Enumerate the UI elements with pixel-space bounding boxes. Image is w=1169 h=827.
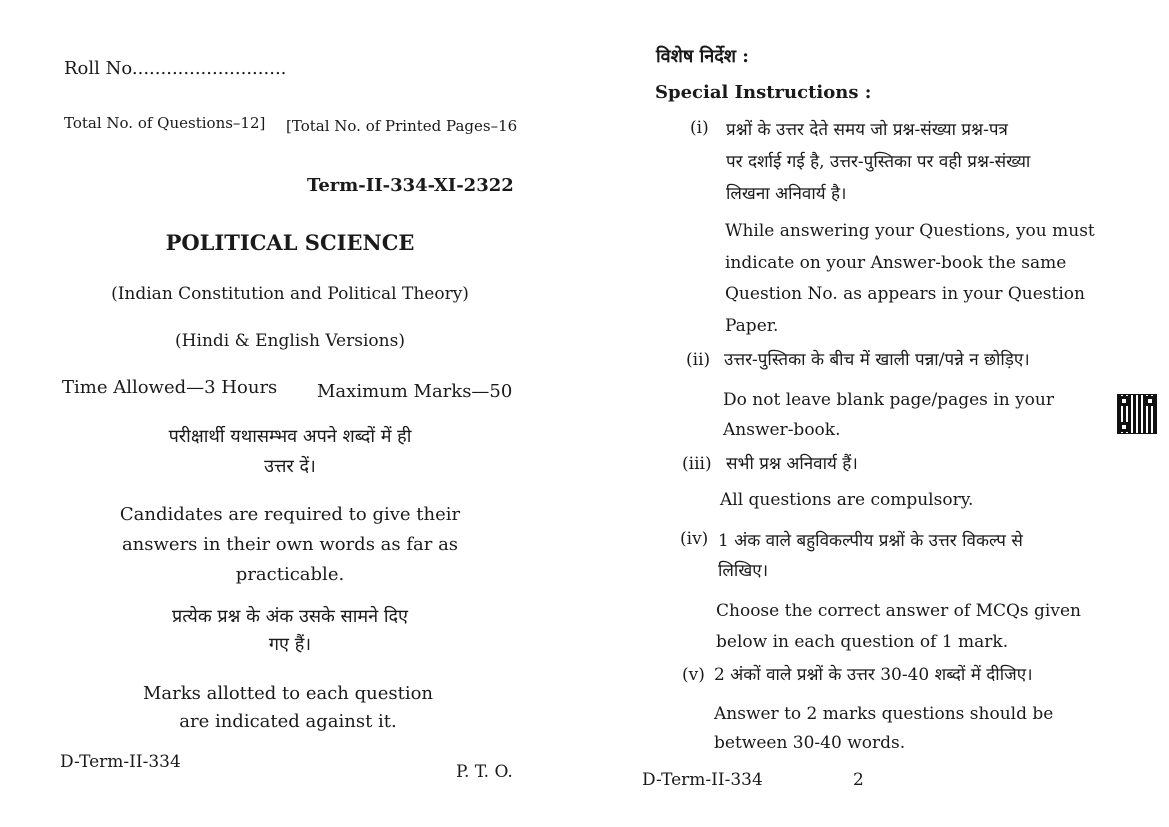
subtitle-text: (Indian Constitution and Political Theory) <box>111 284 469 304</box>
english-instruction-2-line: are indicated against it. <box>179 711 397 732</box>
instruction-english-line: Answer to 2 marks questions should be <box>714 704 1054 724</box>
paper-code: Term-II-334-XI-2322 <box>307 175 514 196</box>
instruction-english-line: Answer-book. <box>723 420 841 440</box>
hindi-instruction-2-line: गए हैं। <box>268 634 312 655</box>
instruction-hindi-line: उत्तर-पुस्तिका के बीच में खाली पन्ना/पन्ने न छोड़िए। <box>724 350 1030 370</box>
instruction-number: (iv) <box>680 529 709 549</box>
instruction-english-line: Choose the correct answer of MCQs given <box>716 601 1081 621</box>
instruction-english-line: While answering your Questions, you must <box>725 221 1095 241</box>
left-page <box>0 0 580 827</box>
instruction-english <box>714 700 1053 758</box>
total-pages: [Total No. of Printed Pages–16 <box>286 117 518 135</box>
english-instruction-2 <box>68 680 508 736</box>
instruction-hindi-line: लिखना अनिवार्य है। <box>726 184 847 204</box>
instruction-english <box>725 216 1095 342</box>
instruction-hindi <box>726 451 858 474</box>
english-instruction-1 <box>70 500 510 590</box>
instruction-english-line: All questions are compulsory. <box>720 490 974 510</box>
instruction-english <box>716 596 1081 658</box>
footer-code: D-Term-II-334 <box>642 770 763 790</box>
instruction-english-line: between 30-40 words. <box>714 733 906 753</box>
pto: P. T. O. <box>456 762 513 782</box>
instruction-hindi-line: प्रश्नों के उत्तर देते समय जो प्रश्न-संख्या प्रश्न-पत्र <box>726 120 1008 140</box>
instruction-english-line: below in each question of 1 mark. <box>716 632 1009 652</box>
english-instruction-1-line: practicable. <box>235 564 345 585</box>
instruction-hindi-line: पर दर्शाई गई है, उत्तर-पुस्तिका पर वही प्रश्न-संख्या <box>726 152 1031 172</box>
hindi-instruction-2-line: प्रत्येक प्रश्न के अंक उसके सामने दिए <box>171 606 409 627</box>
hindi-instruction-2 <box>70 604 510 656</box>
instruction-number: (v) <box>682 665 705 685</box>
instruction-english-line: indicate on your Answer-book the same <box>725 252 1067 273</box>
subtitle <box>50 284 530 304</box>
versions-text: (Hindi & English Versions) <box>175 331 405 351</box>
hindi-instruction-1 <box>70 424 510 478</box>
english-instruction-2-line: Marks allotted to each question <box>142 683 434 704</box>
instruction-english <box>723 385 1054 445</box>
versions <box>50 331 530 351</box>
instruction-number: (ii) <box>686 350 711 370</box>
instruction-english-line: Do not leave blank page/pages in your <box>723 390 1054 410</box>
instruction-hindi-line: 2 अंकों वाले प्रश्नों के उत्तर 30-40 शब्दों में दीजिए। <box>714 665 1033 685</box>
time-allowed: Time Allowed—3 Hours <box>62 377 278 398</box>
subject-title-text: POLITICAL SCIENCE <box>165 230 415 255</box>
maximum-marks: Maximum Marks—50 <box>317 381 513 402</box>
english-instruction-1-line: answers in their own words as far as <box>121 534 459 555</box>
hindi-instruction-1-line: परीक्षार्थी यथासम्भव अपने शब्दों में ही <box>168 426 412 447</box>
instruction-english <box>720 490 973 510</box>
english-instruction-1-line: Candidates are required to give their <box>119 504 461 525</box>
instruction-hindi-line: लिखिए। <box>718 561 769 581</box>
instruction-english-line: Paper. <box>725 315 779 336</box>
roll-no: Roll No........................... <box>64 58 287 79</box>
subject-title <box>90 230 490 255</box>
hindi-heading: विशेष निर्देश : <box>656 46 749 67</box>
instruction-hindi-line: 1 अंक वाले बहुविकल्पीय प्रश्नों के उत्तर विकल्प से <box>718 531 1023 551</box>
instruction-english-line: Question No. as appears in your Question <box>725 284 1085 304</box>
right-page <box>600 0 1169 827</box>
instruction-hindi <box>724 347 1030 370</box>
page-number: 2 <box>853 770 864 790</box>
instruction-hindi <box>718 526 1023 586</box>
special-instructions-heading: Special Instructions : <box>655 82 872 103</box>
instruction-number: (i) <box>690 118 709 138</box>
footer-code: D-Term-II-334 <box>60 752 181 772</box>
instruction-hindi <box>714 662 1033 685</box>
hindi-instruction-1-line: उत्तर दें। <box>264 456 316 477</box>
total-questions: Total No. of Questions–12] <box>64 114 266 132</box>
instruction-hindi-line: सभी प्रश्न अनिवार्य हैं। <box>726 454 858 474</box>
instruction-number: (iii) <box>682 454 712 474</box>
instruction-hindi <box>726 114 1030 210</box>
qr-code-icon <box>1117 394 1157 434</box>
